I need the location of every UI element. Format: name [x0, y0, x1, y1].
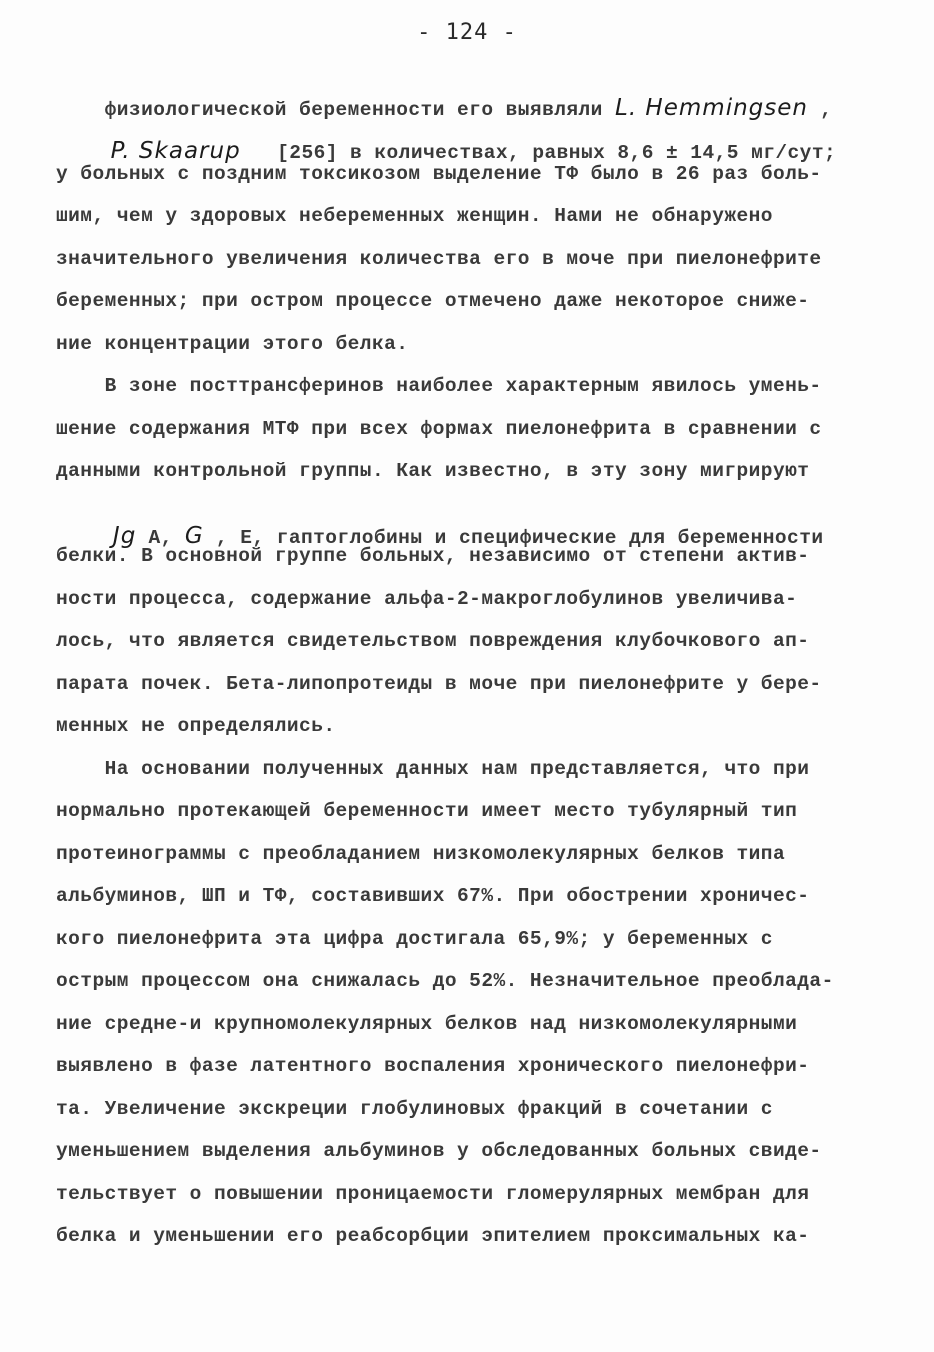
- text-line-16: менных не определялись.: [56, 715, 336, 737]
- author-name: L. Hemmingsen: [615, 95, 808, 121]
- text-line-14: лось, что является свидетельством повреждения клубочкового ап-: [56, 630, 810, 652]
- text-line-8: В зоне посттрансферинов наиболее характерным явилось умень-: [56, 375, 822, 397]
- text-line-24: выявлено в фазе латентного воспаления хронического пиелонефри-: [56, 1055, 810, 1077]
- text-line-19: протеинограммы с преобладанием низкомолекулярных белков типа: [56, 843, 786, 865]
- text-line-26: уменьшением выделения альбуминов у обследованных больных свиде-: [56, 1140, 822, 1162]
- text-line-21: кого пиелонефрита эта цифра достигала 65,9%; у беременных с: [56, 928, 773, 950]
- text-line-9: шение содержания МТФ при всех формах пиелонефрита в сравнении с: [56, 418, 822, 440]
- text-line-28: белка и уменьшении его реабсорбции эпителием проксимальных ка-: [56, 1225, 810, 1247]
- text-line-27: тельствует о повышении проницаемости гломерулярных мембран для: [56, 1183, 810, 1205]
- text-line-18: нормально протекающей беременности имеет место тубулярный тип: [56, 800, 798, 822]
- text-line-7: ние концентрации этого белка.: [56, 333, 409, 355]
- text-line-23: ние средне-и крупномолекулярных белков над низкомолекулярными: [56, 1013, 798, 1035]
- immunoglobulin-label: Jg: [104, 523, 137, 549]
- text-run: физиологической беременности его выявляли: [104, 99, 615, 121]
- text-line-3: у больных с поздним токсикозом выделение ТФ было в 26 раз боль-: [56, 163, 822, 185]
- text-line-4: шим, чем у здоровых небеременных женщин. Нами не обнаружено: [56, 205, 773, 227]
- immunoglobulin-class: G: [184, 523, 204, 549]
- text-run: , E, гаптоглобины и специфические для беременности: [203, 527, 824, 549]
- text-line-5: значительного увеличения количества его в моче при пиелонефрите: [56, 248, 822, 270]
- text-run: [256] в количествах, равных 8,6 ± 14,5 мг/сут;: [240, 142, 837, 164]
- text-line-6: беременных; при остром процессе отмечено даже некоторое сниже-: [56, 290, 810, 312]
- text-run: A,: [136, 527, 185, 549]
- text-line-12: белки. В основной группе больных, независимо от степени актив-: [56, 545, 810, 567]
- page-number: - 124 -: [417, 20, 517, 45]
- text-line-20: альбуминов, ШП и ТФ, составивших 67%. При обострении хроничес-: [56, 885, 810, 907]
- text-line-17: На основании полученных данных нам представляется, что при: [56, 758, 810, 780]
- author-name: P. Skaarup: [110, 138, 241, 164]
- text-line-10: данными контрольной группы. Как известно, в эту зону мигрируют: [56, 460, 810, 482]
- text-line-15: парата почек. Бета-липопротеиды в моче при пиелонефрите у бере-: [56, 673, 822, 695]
- text-line-13: ности процесса, содержание альфа-2-макроглобулинов увеличива-: [56, 588, 798, 610]
- text-line-25: та. Увеличение экскреции глобулиновых фракций в сочетании с: [56, 1098, 773, 1120]
- text-run: ,: [807, 99, 833, 121]
- text-line-22: острым процессом она снижалась до 52%. Незначительное преоблада-: [56, 970, 834, 992]
